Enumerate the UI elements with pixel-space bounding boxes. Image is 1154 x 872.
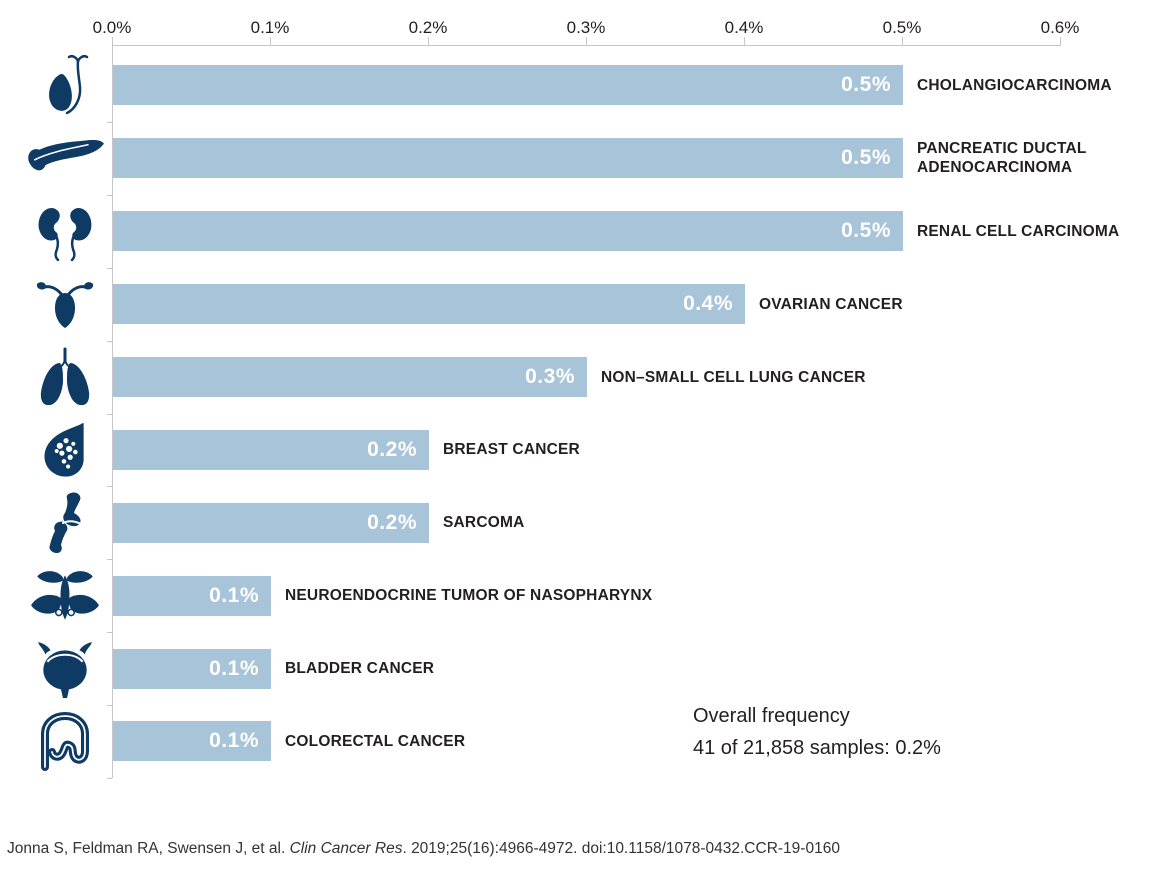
category-label (285, 659, 434, 678)
bar-value-label: 0.3% (525, 365, 575, 388)
icon-cell (0, 492, 113, 554)
table-row (0, 413, 1154, 486)
kidneys-icon (35, 201, 95, 261)
chart-rows (0, 49, 1154, 778)
pancreas-icon (25, 137, 105, 179)
table-row (0, 705, 1154, 778)
bar-value-label: 0.1% (209, 656, 259, 680)
x-tick-label: 0.1% (250, 18, 290, 37)
x-tick (586, 37, 587, 45)
x-tick-label: 0.2% (408, 18, 448, 37)
gallbladder-icon (39, 53, 91, 117)
category-label-line: OVARIAN CANCER (759, 295, 903, 313)
table-row (0, 49, 1154, 122)
icon-cell (0, 278, 113, 330)
bone-joint-icon (43, 492, 87, 554)
bar-value-label: 0.1% (209, 729, 259, 753)
nasopharynx-icon (29, 567, 101, 625)
x-tick (112, 37, 113, 45)
x-tick-label: 0.0% (92, 18, 132, 37)
category-label (917, 139, 1087, 177)
category-label-line: SARCOMA (443, 514, 525, 532)
lungs-icon (36, 347, 94, 407)
x-tick (270, 37, 271, 45)
category-label (917, 76, 1112, 95)
category-label-line: BLADDER CANCER (285, 660, 435, 678)
category-label-line: NEUROENDOCRINE TUMOR OF NASOPHARYNX (285, 587, 653, 605)
bar-value-label: 0.5% (841, 146, 891, 170)
citation-authors: Jonna S, Feldman RA, Swensen J, et al. (7, 840, 290, 857)
citation-journal: Clin Cancer Res (289, 840, 403, 857)
overall-frequency-line2: 41 of 21,858 samples: 0.2% (693, 737, 941, 759)
x-tick-label: 0.3% (566, 18, 606, 37)
icon-cell (0, 710, 113, 772)
category-label (285, 732, 465, 751)
category-label (285, 586, 652, 605)
icon-cell (0, 567, 113, 625)
x-tick (744, 37, 745, 45)
category-label-line: PANCREATIC DUCTAL (917, 140, 1087, 158)
table-row (0, 632, 1154, 705)
table-row (0, 268, 1154, 341)
category-label-line: NON–SMALL CELL LUNG CANCER (601, 368, 866, 386)
x-axis-line (112, 45, 1061, 46)
category-label (443, 513, 524, 532)
overall-frequency-line1: Overall frequency (693, 705, 850, 727)
overall-frequency-note (693, 700, 941, 764)
x-tick (1060, 37, 1061, 45)
category-label-line: CHOLANGIOCARCINOMA (917, 76, 1112, 94)
y-tick (107, 778, 112, 779)
bar (113, 65, 903, 105)
x-tick-label: 0.5% (882, 18, 922, 37)
table-row (0, 486, 1154, 559)
bar (113, 503, 429, 543)
icon-cell (0, 347, 113, 407)
category-label (759, 295, 903, 314)
citation (7, 840, 840, 858)
table-row (0, 559, 1154, 632)
category-label-line: ADENOCARCINOMA (917, 159, 1073, 177)
bar (113, 430, 429, 470)
x-tick-label: 0.6% (1040, 18, 1080, 37)
bar-value-label: 0.5% (841, 219, 891, 243)
category-label-line: COLORECTAL CANCER (285, 732, 466, 750)
bar (113, 576, 271, 616)
bar-value-label: 0.1% (209, 583, 259, 607)
icon-cell (0, 53, 113, 117)
bar (113, 649, 271, 689)
icon-cell (0, 137, 113, 179)
x-tick (902, 37, 903, 45)
category-label (601, 368, 866, 387)
colon-icon (36, 710, 94, 772)
bar-value-label: 0.2% (367, 510, 417, 534)
icon-cell (0, 421, 113, 479)
category-label (443, 440, 580, 459)
breast-icon (39, 421, 91, 479)
x-tick-label: 0.4% (724, 18, 764, 37)
icon-cell (0, 639, 113, 699)
x-tick (428, 37, 429, 45)
bar (113, 284, 745, 324)
bar (113, 211, 903, 251)
icon-cell (0, 201, 113, 261)
table-row (0, 122, 1154, 195)
ovaries-uterus-icon (33, 278, 97, 330)
bladder-icon (36, 639, 94, 699)
table-row (0, 341, 1154, 414)
bar-value-label: 0.5% (841, 73, 891, 97)
bar-value-label: 0.4% (683, 292, 733, 316)
category-label-line: RENAL CELL CARCINOMA (917, 222, 1120, 240)
table-row (0, 195, 1154, 268)
citation-details: . 2019;25(16):4966-4972. doi:10.1158/1078-0432.CCR-19-0160 (402, 840, 840, 857)
bar (113, 357, 587, 397)
category-label (917, 222, 1119, 241)
category-label-line: BREAST CANCER (443, 441, 580, 459)
bar-value-label: 0.2% (367, 437, 417, 461)
bar (113, 721, 271, 761)
bar (113, 138, 903, 178)
